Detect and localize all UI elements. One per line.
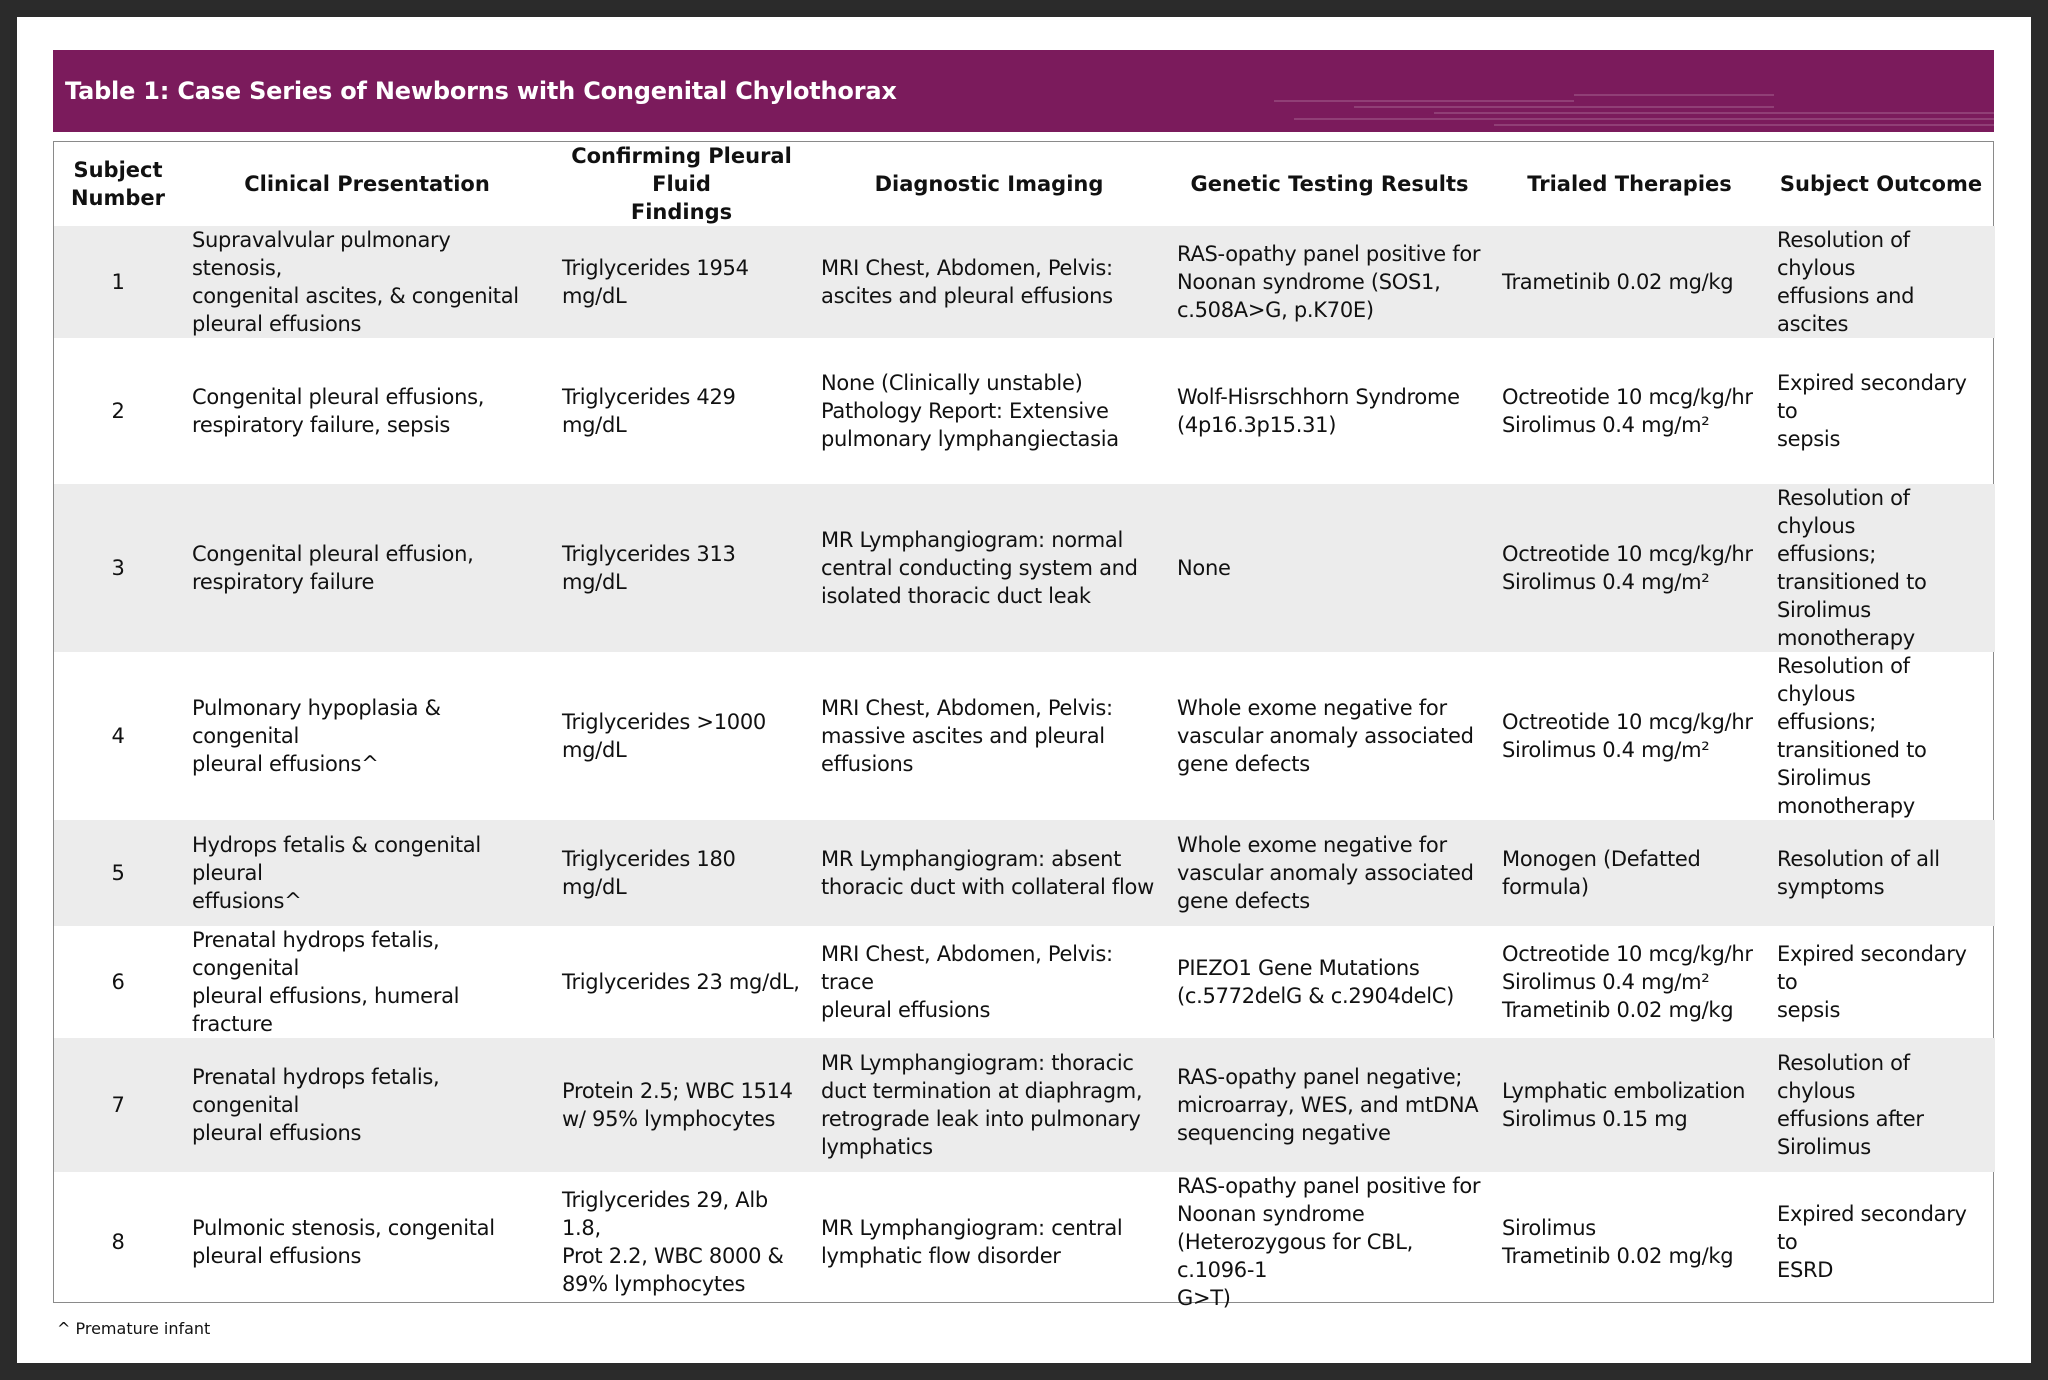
cell-outcome: Resolution of chylous effusions and ascites	[1767, 226, 1995, 338]
banner-decoration	[1234, 50, 1994, 132]
cell-clinical: Prenatal hydrops fetalis, congenital pleural effusions	[182, 1038, 552, 1172]
cell-outcome: Expired secondary to sepsis	[1777, 942, 1967, 1022]
cell-imaging: MR Lymphangiogram: absent thoracic duct with collateral flow	[811, 820, 1167, 926]
cell-pleural: Triglycerides 23 mg/dL,	[562, 970, 800, 994]
cell-genetic: Whole exome negative for vascular anomaly associated gene defects	[1167, 820, 1492, 926]
table-row	[54, 652, 1995, 820]
cell-imaging: MR Lymphangiogram: thoracic duct termination at diaphragm, retrograde leak into pulmonary lymphatics	[811, 1038, 1167, 1172]
cell-pleural: Triglycerides 29, Alb 1.8, Prot 2.2, WBC 8000 & 89% lymphocytes	[562, 1188, 784, 1296]
cell-pleural: Triglycerides 1954 mg/dL	[552, 226, 811, 338]
header-subject-outcome: Subject Outcome	[1779, 172, 1983, 196]
table-title: Table 1: Case Series of Newborns with Congenital Chylothorax	[65, 77, 897, 105]
cell-genetic: Whole exome negative for vascular anomaly associated gene defects	[1177, 696, 1474, 776]
cell-pleural: Protein 2.5; WBC 1514 w/ 95% lymphocytes	[552, 1038, 811, 1172]
cell-therapies: Trametinib 0.02 mg/kg	[1492, 226, 1767, 338]
table-row	[54, 1038, 1995, 1172]
cell-outcome: Resolution of chylous effusions after Sirolimus	[1767, 1038, 1995, 1172]
cell-clinical: Pulmonary hypoplasia & congenital pleural effusions^	[192, 696, 441, 776]
cell-imaging: MRI Chest, Abdomen, Pelvis: trace pleural effusions	[821, 942, 1113, 1022]
cell-pleural: Triglycerides 313 mg/dL	[552, 484, 811, 652]
header-row	[54, 142, 1995, 226]
cell-clinical: Prenatal hydrops fetalis, congenital pleural effusions, humeral fracture	[192, 928, 460, 1036]
cell-clinical: Hydrops fetalis & congenital pleural effusions^	[182, 820, 552, 926]
cell-clinical: Supravalvular pulmonary stenosis, congenital ascites, & congenital pleural effusions	[182, 226, 552, 338]
cell-outcome: Expired secondary to ESRD	[1777, 1202, 1967, 1282]
cell-outcome: Resolution of chylous effusions; transitioned to Sirolimus monotherapy	[1767, 484, 1995, 652]
cell-outcome: Resolution of chylous effusions; transitioned to Sirolimus monotherapy	[1777, 654, 1927, 818]
cell-subject: 4	[111, 724, 125, 748]
cell-therapies: Lymphatic embolization Sirolimus 0.15 mg	[1492, 1038, 1767, 1172]
cell-genetic: None	[1167, 484, 1492, 652]
cell-clinical: Congenital pleural effusions, respiratory failure, sepsis	[192, 385, 485, 437]
cell-subject: 5	[54, 820, 182, 926]
cell-subject: 3	[54, 484, 182, 652]
cell-subject: 6	[111, 970, 125, 994]
cell-therapies: Monogen (Defatted formula)	[1492, 820, 1767, 926]
cell-subject: 8	[111, 1230, 125, 1254]
cell-pleural: Triglycerides 429 mg/dL	[562, 385, 736, 437]
header-trialed-therapies: Trialed Therapies	[1527, 172, 1732, 196]
header-genetic-testing: Genetic Testing Results	[1190, 172, 1469, 196]
cell-subject: 7	[54, 1038, 182, 1172]
cell-imaging: None (Clinically unstable) Pathology Report: Extensive pulmonary lymphangiectasia	[821, 371, 1119, 451]
cell-genetic: RAS-opathy panel negative; microarray, WES, and mtDNA sequencing negative	[1167, 1038, 1492, 1172]
cell-subject: 2	[111, 399, 125, 423]
header-subject-number: Subject Number	[70, 158, 166, 210]
document-page	[17, 17, 2031, 1363]
table-row	[54, 226, 1995, 338]
header-diagnostic-imaging: Diagnostic Imaging	[874, 172, 1104, 196]
cell-genetic: PIEZO1 Gene Mutations (c.5772delG & c.2904delC)	[1177, 956, 1455, 1008]
cell-therapies: Octreotide 10 mcg/kg/hr Sirolimus 0.4 mg/m²	[1502, 710, 1753, 762]
cell-imaging: MRI Chest, Abdomen, Pelvis: massive ascites and pleural effusions	[821, 696, 1113, 776]
cell-genetic: RAS-opathy panel positive for Noonan syndrome (SOS1, c.508A>G, p.K70E)	[1167, 226, 1492, 338]
cell-imaging: MR Lymphangiogram: normal central conducting system and isolated thoracic duct leak	[811, 484, 1167, 652]
cell-genetic: RAS-opathy panel positive for Noonan syndrome (Heterozygous for CBL, c.1096-1 G>T)	[1177, 1174, 1481, 1310]
cell-therapies: Octreotide 10 mcg/kg/hr Sirolimus 0.4 mg/m² Trametinib 0.02 mg/kg	[1502, 942, 1753, 1022]
table-row	[54, 338, 1995, 484]
cell-clinical: Congenital pleural effusion, respiratory failure	[182, 484, 552, 652]
footnote: ^ Premature infant	[57, 1319, 211, 1338]
header-pleural-fluid: Confirming Pleural Fluid Findings	[571, 144, 792, 224]
cell-outcome: Expired secondary to sepsis	[1777, 371, 1967, 451]
cell-pleural: Triglycerides >1000 mg/dL	[562, 710, 766, 762]
cell-imaging: MRI Chest, Abdomen, Pelvis: ascites and pleural effusions	[811, 226, 1167, 338]
table-row	[54, 926, 1995, 1038]
cell-therapies: Octreotide 10 mcg/kg/hr Sirolimus 0.4 mg/m²	[1502, 385, 1753, 437]
header-clinical-presentation: Clinical Presentation	[244, 172, 490, 196]
cell-pleural: Triglycerides 180 mg/dL	[552, 820, 811, 926]
cell-outcome: Resolution of all symptoms	[1767, 820, 1995, 926]
cell-genetic: Wolf-Hisrschhorn Syndrome (4p16.3p15.31)	[1177, 385, 1460, 437]
cell-clinical: Pulmonic stenosis, congenital pleural effusions	[192, 1216, 495, 1268]
cell-therapies: Sirolimus Trametinib 0.02 mg/kg	[1502, 1216, 1734, 1268]
table-row	[54, 820, 1995, 926]
case-series-table	[53, 141, 1994, 1310]
table-row	[54, 1172, 1995, 1312]
title-banner	[53, 50, 1994, 132]
cell-therapies: Octreotide 10 mcg/kg/hr Sirolimus 0.4 mg/m²	[1492, 484, 1767, 652]
cell-subject: 1	[54, 226, 182, 338]
table-row	[54, 484, 1995, 652]
cell-imaging: MR Lymphangiogram: central lymphatic flow disorder	[821, 1216, 1123, 1268]
